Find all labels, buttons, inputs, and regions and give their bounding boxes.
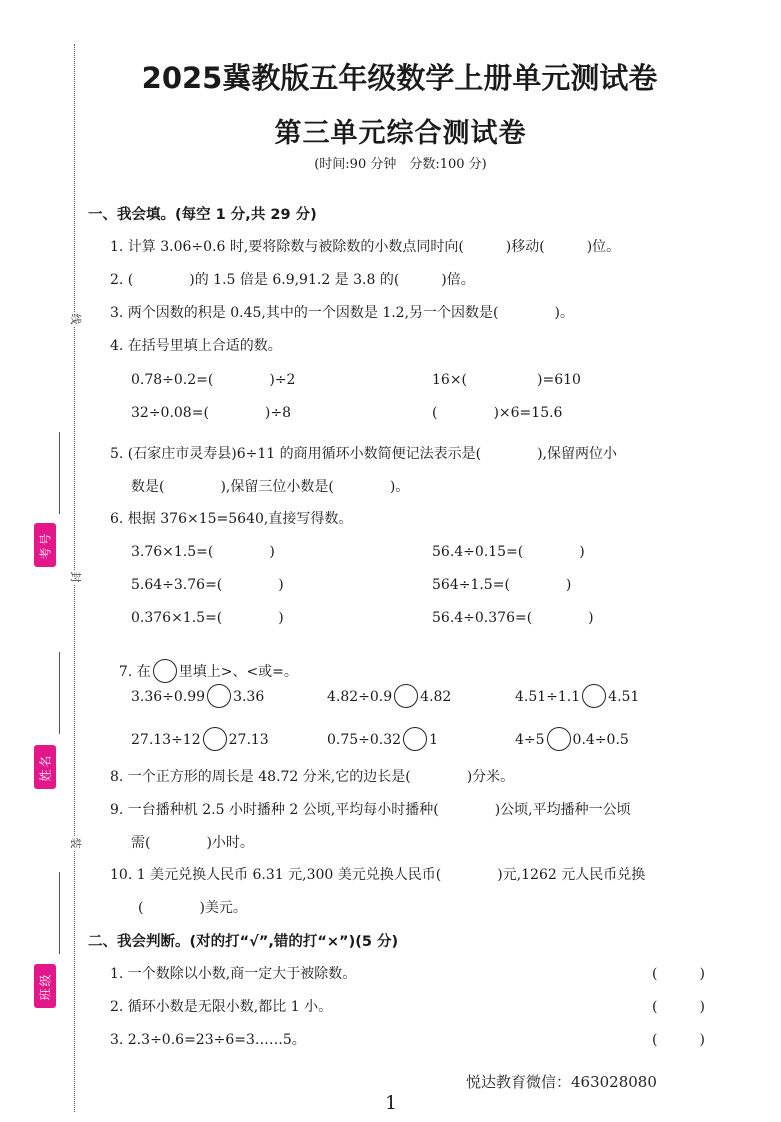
document-subtitle: 第三单元综合测试卷: [274, 118, 527, 149]
section2-heading: 二、我会判断。(对的打“√”,错的打“×”)(5 分): [88, 934, 399, 950]
q7-item-2: 4.82÷0.9 4.82: [327, 685, 451, 709]
judge-answer-2[interactable]: ( ): [652, 999, 705, 1015]
exam-number-tag: 考号: [34, 523, 56, 567]
question-6-stem: 6. 根据 376×15=5640,直接写得数。: [110, 511, 353, 527]
q7-item-1: 3.36÷0.99 3.36: [131, 685, 264, 709]
q4-item-2: 16×( )=610: [432, 372, 581, 388]
exam-meta: (时间:90 分钟 分数:100 分): [314, 157, 487, 172]
q7-item-6: 4÷5 0.4÷0.5: [515, 728, 629, 752]
margin-mark-bind: 装: [69, 837, 82, 849]
question-5-line1: 5. (石家庄市灵寿县)6÷11 的商用循环小数简便记法表示是( ),保留两位小: [110, 446, 618, 462]
wechat-note: 悦达教育微信：463028080: [466, 1073, 657, 1091]
q7-item-5: 0.75÷0.32 1: [327, 728, 438, 752]
question-9-line2: 需( )小时。: [131, 835, 254, 851]
q6-item-3: 5.64÷3.76=( ): [131, 577, 284, 593]
q6-item-5: 0.376×1.5=( ): [131, 610, 284, 626]
q7-item-3: 4.51÷1.1 4.51: [515, 685, 639, 709]
exam-number-line[interactable]: [59, 432, 60, 514]
q7-answer-circle-2[interactable]: [394, 684, 418, 708]
q7-answer-circle-5[interactable]: [403, 727, 427, 751]
q6-item-4: 564÷1.5=( ): [432, 577, 572, 593]
judge-answer-1[interactable]: ( ): [652, 966, 705, 982]
section1-heading: 一、我会填。(每空 1 分,共 29 分): [88, 207, 317, 223]
q4-item-1: 0.78÷0.2=( )÷2: [131, 372, 296, 388]
q4-item-4: ( )×6=15.6: [432, 405, 563, 421]
q7-answer-circle-3[interactable]: [582, 684, 606, 708]
question-10-line1: 10. 1 美元兑换人民币 6.31 元,300 美元兑换人民币( )元,1262 元人民币兑换: [110, 867, 646, 883]
margin-mark-line: 线: [69, 313, 82, 325]
class-line[interactable]: [59, 872, 60, 954]
question-8: 8. 一个正方形的周长是 48.72 分米,它的边长是( )分米。: [110, 769, 515, 785]
document-title: 2025冀教版五年级数学上册单元测试卷: [141, 61, 658, 95]
q4-item-3: 32÷0.08=( )÷8: [131, 405, 292, 421]
judge-item-3: 3. 2.3÷0.6=23÷6=3……5。: [110, 1032, 306, 1048]
judge-answer-3[interactable]: ( ): [652, 1032, 705, 1048]
name-line[interactable]: [59, 652, 60, 734]
class-tag: 班级: [34, 964, 56, 1008]
q6-item-2: 56.4÷0.15=( ): [432, 544, 585, 560]
page-number: 1: [385, 1092, 398, 1114]
judge-item-1: 1. 一个数除以小数,商一定大于被除数。: [110, 966, 357, 982]
question-10-line2: ( )美元。: [138, 900, 247, 916]
margin-mark-seal: 封: [69, 571, 82, 583]
question-4-stem: 4. 在括号里填上合适的数。: [110, 338, 282, 354]
question-2: 2. ( )的 1.5 倍是 6.9,91.2 是 3.8 的( )倍。: [110, 272, 475, 288]
q6-item-1: 3.76×1.5=( ): [131, 544, 275, 560]
judge-item-2: 2. 循环小数是无限小数,都比 1 小。: [110, 999, 333, 1015]
q7-item-4: 27.13÷12 27.13: [131, 728, 269, 752]
compare-circle-icon: [153, 659, 177, 683]
q7-answer-circle-4[interactable]: [203, 727, 227, 751]
q6-item-6: 56.4÷0.376=( ): [432, 610, 594, 626]
question-3: 3. 两个因数的积是 0.45,其中的一个因数是 1.2,另一个因数是( )。: [110, 305, 574, 321]
q7-answer-circle-6[interactable]: [547, 727, 571, 751]
question-5-line2: 数是( ),保留三位小数是( )。: [131, 479, 410, 495]
q7-answer-circle-1[interactable]: [207, 684, 231, 708]
question-1: 1. 计算 3.06÷0.6 时,要将除数与被除数的小数点同时向( )移动( )位。: [110, 239, 621, 255]
name-tag: 姓名: [34, 745, 56, 789]
question-7-stem: 7. 在 里填上>、<或=。: [110, 644, 298, 684]
question-9-line1: 9. 一台播种机 2.5 小时播种 2 公顷,平均每小时播种( )公顷,平均播种一公顷: [110, 802, 631, 818]
